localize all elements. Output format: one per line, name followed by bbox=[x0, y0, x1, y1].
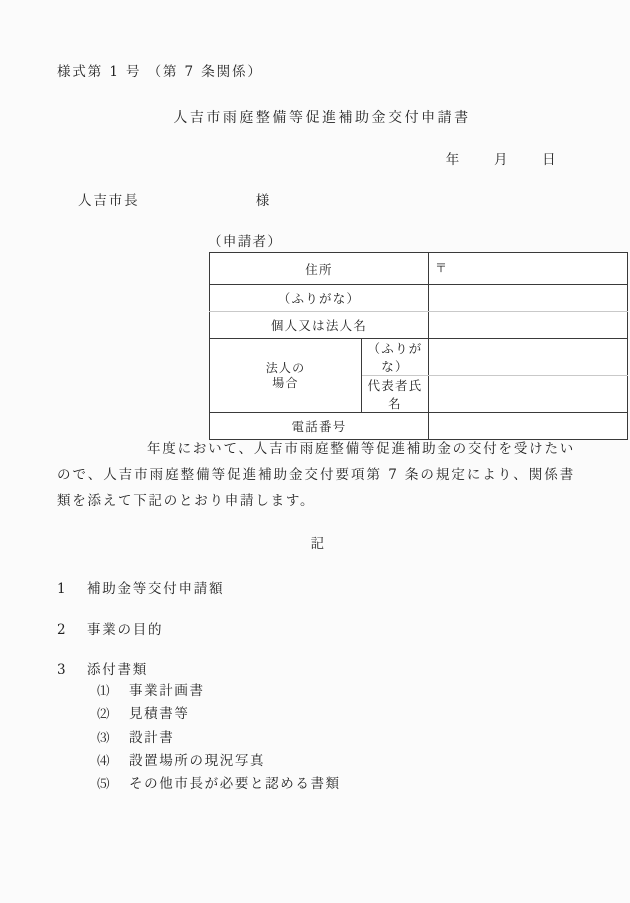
body-paragraph: 年度において、人吉市雨庭整備等促進補助金の交付を受けたいので、人吉市雨庭整備等促進補助金交付要項第 7 条の規定により、関係書類を添えて下記のとおり申請します。 bbox=[57, 441, 575, 509]
representative-name-value[interactable] bbox=[429, 376, 628, 413]
attachment-label: 設計書 bbox=[129, 729, 175, 746]
attachment-label: その他市長が必要と認める書類 bbox=[129, 776, 341, 793]
attachment-number: ⑷ bbox=[97, 753, 110, 769]
page-title: 人吉市雨庭整備等促進補助金交付申請書 bbox=[173, 110, 471, 126]
attachment-number: ⑸ bbox=[97, 776, 110, 792]
addressee bbox=[78, 189, 271, 209]
furigana-label-corporate: （ふりがな） bbox=[362, 339, 429, 376]
phone-number-label: 電話番号 bbox=[210, 413, 429, 440]
attachment-list bbox=[97, 680, 341, 797]
address-value-field[interactable] bbox=[429, 253, 628, 285]
corporate-case-label bbox=[210, 339, 362, 413]
list-item bbox=[57, 658, 148, 678]
representative-name-label: 代表者氏名 bbox=[362, 376, 429, 413]
addressee-honorific: 様 bbox=[255, 193, 272, 209]
date-line bbox=[446, 148, 557, 168]
list-item bbox=[97, 703, 341, 726]
item-number: 2 bbox=[57, 622, 66, 638]
list-item bbox=[97, 680, 341, 703]
item-number: 1 bbox=[57, 581, 66, 597]
list-item bbox=[97, 750, 341, 773]
list-item bbox=[97, 727, 341, 750]
addressee-name: 人吉市長 bbox=[78, 193, 140, 209]
attachment-number: ⑵ bbox=[97, 706, 110, 722]
attachment-label: 見積書等 bbox=[129, 706, 190, 723]
form-number: 様式第 1 号 （第 7 条関係） bbox=[57, 64, 263, 80]
date-year-label: 年 bbox=[445, 152, 461, 168]
table-row bbox=[210, 413, 628, 440]
postal-mark-icon: 〒 bbox=[435, 261, 448, 275]
date-day-label: 日 bbox=[542, 152, 557, 168]
table-row bbox=[210, 253, 628, 285]
corporate-case-label-line2: 場合 bbox=[272, 375, 299, 390]
furigana-value-person[interactable] bbox=[429, 285, 628, 312]
attachment-label: 設置場所の現況写真 bbox=[129, 753, 266, 770]
item-label: 添付書類 bbox=[87, 662, 149, 678]
list-item bbox=[57, 577, 224, 597]
list-item bbox=[97, 773, 341, 796]
item-label: 補助金等交付申請額 bbox=[87, 581, 225, 597]
item-number: 3 bbox=[57, 662, 66, 678]
table-row bbox=[210, 312, 628, 339]
table-row bbox=[210, 339, 628, 376]
date-month-label: 月 bbox=[493, 152, 509, 168]
person-or-corporate-name-label: 個人又は法人名 bbox=[210, 312, 429, 339]
attachment-number: ⑴ bbox=[97, 683, 110, 698]
corporate-case-label-line1: 法人の bbox=[265, 360, 306, 375]
table-row bbox=[210, 285, 628, 312]
phone-number-value[interactable] bbox=[429, 413, 628, 440]
furigana-value-corporate[interactable] bbox=[429, 339, 628, 376]
list-item bbox=[57, 618, 163, 638]
address-label: 住所 bbox=[210, 253, 429, 285]
item-label: 事業の目的 bbox=[87, 622, 164, 638]
furigana-label-person: （ふりがな） bbox=[210, 285, 429, 312]
attachment-number: ⑶ bbox=[97, 729, 110, 745]
applicant-section-label: （申請者） bbox=[208, 234, 283, 250]
ki-mark: 記 bbox=[310, 536, 326, 552]
attachment-label: 事業計画書 bbox=[129, 683, 205, 699]
applicant-table bbox=[209, 252, 628, 440]
person-or-corporate-name-value[interactable] bbox=[429, 312, 628, 339]
